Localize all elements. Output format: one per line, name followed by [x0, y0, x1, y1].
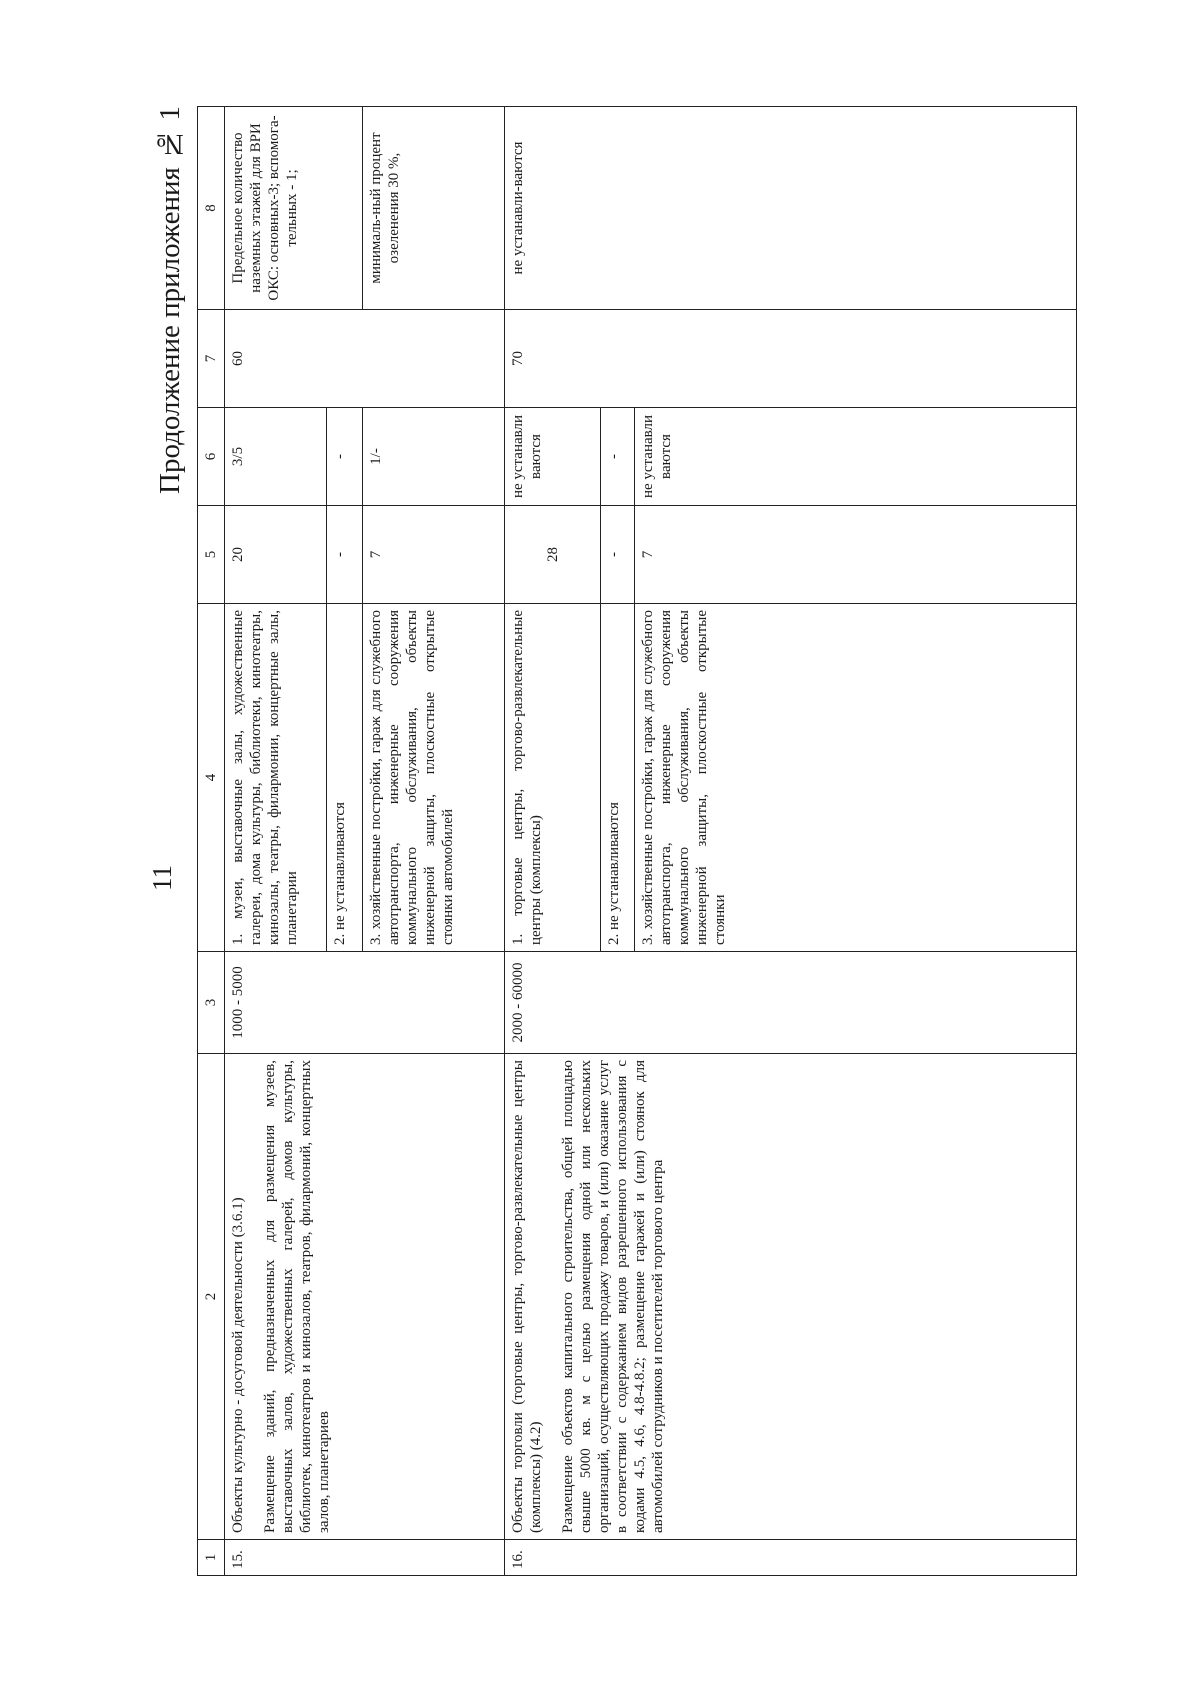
table-row: [505, 107, 601, 1576]
col-number-2: 2: [198, 1054, 225, 1540]
col-number-5: 5: [198, 506, 225, 604]
col6-value: 3/5: [225, 408, 327, 506]
sub-use-text: 2. не устанавливаются: [327, 604, 363, 952]
area-range: 1000 - 5000: [225, 952, 505, 1054]
row-number: 16.: [505, 1540, 1077, 1576]
col8-floors: Предельное количество наземных этажей для ВРИ ОКС: основных-3; вспомога-тельных - 1;: [225, 107, 363, 310]
col-number-7: 7: [198, 310, 225, 408]
col5-value: -: [601, 506, 635, 604]
col5-value: 7: [635, 506, 1077, 604]
area-range: 2000 - 60000: [505, 952, 1077, 1054]
col5-value: 7: [363, 506, 505, 604]
col8-greening: минималь-ный процент озеленения 30 %,: [363, 107, 505, 310]
use-description-cell: [505, 1054, 1077, 1540]
col5-value: 28: [505, 506, 601, 604]
use-name: Объекты торговли (торговые центры, торгово-развлекательные центры (комплексы) (4.2): [510, 1060, 544, 1533]
col7-value: 70: [505, 310, 1077, 408]
table-row: [225, 107, 327, 1576]
col8-value: не устанавли-ваются: [505, 107, 1077, 310]
col-number-6: 6: [198, 408, 225, 506]
use-description-cell: [225, 1054, 505, 1540]
sub-use-text: 1. музеи, выставочные залы, художественные галереи, дома культуры, библиотеки, кинотеатры, кинозалы, театры, филармонии, концертные залы, планетарии: [225, 604, 327, 952]
sub-use-text: 3. хозяйственные постройки, гараж для служебного автотранспорта, инженерные сооружения коммунального обслуживания, объекты инженерной защиты, плоскостные открытые стоянки: [635, 604, 1077, 952]
use-description: Размещение зданий, предназначенных для размещения музеев, выставочных залов, художественных галерей, домов культуры, библиотек, кинотеатров и кинозалов, театров, филармоний, концертных залов, планетариев: [262, 1060, 332, 1533]
regulations-table: [197, 106, 1077, 1576]
col-number-4: 4: [198, 604, 225, 952]
row-number: 15.: [225, 1540, 505, 1576]
col7-value: 60: [225, 310, 505, 408]
col-number-8: 8: [198, 107, 225, 310]
sub-use-text: 2. не устанавливаются: [601, 604, 635, 952]
sub-use-text: 3. хозяйственные постройки, гараж для служебного автотранспорта, инженерные сооружения коммунального обслуживания, объекты инженерной защиты, плоскостные открытые стоянки автомобилей: [363, 604, 505, 952]
col5-value: 20: [225, 506, 327, 604]
page-heading: Продолжение приложения № 1: [154, 106, 186, 494]
col-number-3: 3: [198, 952, 225, 1054]
column-number-row: [198, 107, 225, 1576]
col6-value: -: [327, 408, 363, 506]
col-number-1: 1: [198, 1540, 225, 1576]
col6-value: не устанавли ваются: [635, 408, 1077, 506]
col5-value: -: [327, 506, 363, 604]
use-description: Размещение объектов капитального строительства, общей площадью свыше 5000 кв. м с целью размещения одной или нескольких организаций, осуществляющих продажу товаров, и (или) оказание услуг в соответствии с содержанием видов разрешенного использования с кодами 4.5, 4.6, 4.8-4.8.2; размещение гаражей и (или) стоянок для автомобилей сотрудников и посетителей торгового центра: [560, 1060, 666, 1533]
col6-value: 1/-: [363, 408, 505, 506]
sub-use-text: 1. торговые центры, торгово-развлекательные центры (комплексы): [505, 604, 601, 952]
col6-value: -: [601, 408, 635, 506]
page-number: 11: [147, 865, 177, 891]
col6-value: не устанавли ваются: [505, 408, 601, 506]
rotated-table-container: [197, 107, 1077, 1576]
use-name: Объекты культурно - досуговой деятельности (3.6.1): [230, 1197, 246, 1533]
